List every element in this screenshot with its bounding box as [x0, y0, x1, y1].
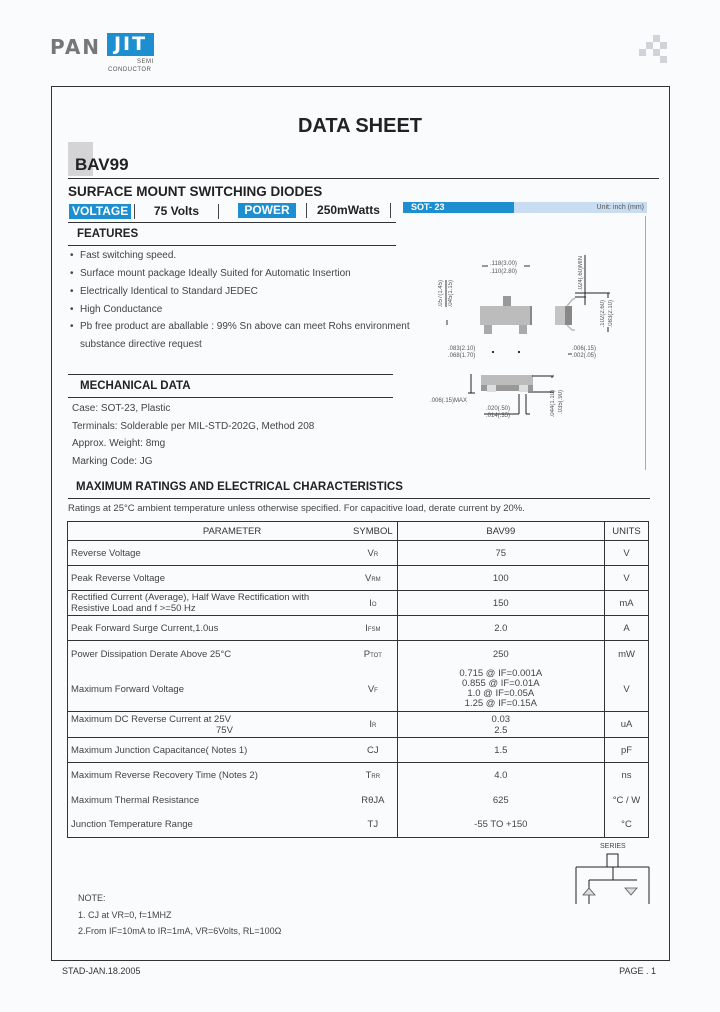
mechanical-heading: MECHANICAL DATA — [80, 380, 191, 392]
package-outline-icon — [420, 250, 640, 440]
table-row: Peak Forward Surge Current,1.0us IFSM 2.0 A — [68, 616, 649, 641]
product-subtitle: SURFACE MOUNT SWITCHING DIODES — [68, 184, 323, 199]
note-item: 1. CJ at VR=0, f=1MHZ — [78, 910, 172, 920]
divider — [68, 498, 650, 499]
table-row: Maximum Thermal Resistance RθJA 625 °C / W — [68, 788, 649, 813]
divider — [68, 222, 396, 223]
voltage-value: 75 Volts — [134, 204, 219, 219]
notes-heading: NOTE: — [78, 893, 106, 903]
dim-label: .006(.15)MAX — [430, 398, 468, 404]
dim-label: .045(1.15) — [448, 280, 454, 308]
power-label: POWER — [238, 203, 296, 218]
table-row: Maximum Reverse Recovery Time (Notes 2) TRR 4.0 ns — [68, 763, 649, 788]
ratings-note: Ratings at 25°C ambient temperature unless otherwise specified. For capacitive load, derate current by 20%. — [68, 503, 525, 514]
table-header-row — [68, 522, 649, 541]
dim-label: .014(.35) — [486, 413, 511, 419]
page-title: DATA SHEET — [297, 115, 423, 137]
divider — [68, 178, 659, 179]
dim-label: .002(.05) — [572, 353, 597, 359]
ratings-heading: MAXIMUM RATINGS AND ELECTRICAL CHARACTERISTICS — [76, 481, 403, 493]
package-divider — [645, 216, 646, 470]
dim-label: .044(1.10) — [550, 390, 556, 418]
sot23-package-drawing — [420, 250, 640, 440]
voltage-label: VOLTAGE — [69, 204, 131, 219]
table-row: Peak Reverse Voltage VRM 100 V — [68, 566, 649, 591]
series-circuit-diagram — [570, 838, 670, 908]
checker-squares-icon — [639, 35, 674, 70]
feature-item: • Surface mount package Ideally Suited for Automatic Insertion — [70, 268, 351, 279]
feature-item-continuation: substance directive request — [80, 339, 202, 350]
divider — [68, 374, 393, 375]
table-row: Maximum Forward Voltage VF 0.715 @ IF=0.001A 0.855 @ IF=0.01A 1.0 @ IF=0.05A 1.25 @ IF=0.15A V — [68, 668, 649, 712]
diode-pair-icon — [570, 838, 670, 908]
dim-label: .118(3.00) — [490, 261, 517, 267]
footer-page: PAGE . 1 — [619, 966, 656, 976]
table-row: Maximum Junction Capacitance( Notes 1) CJ 1.5 pF — [68, 738, 649, 763]
part-number: BAV99 — [75, 155, 129, 174]
dim-label: .102(2.60) — [600, 300, 606, 328]
col-value: BAV99 — [397, 522, 604, 541]
dim-label: .035(.90) — [558, 390, 564, 415]
divider — [68, 397, 393, 398]
col-symbol: SYMBOL — [349, 522, 397, 541]
logo-brand-right: JIT — [107, 33, 154, 56]
mechanical-item: Terminals: Solderable per MIL-STD-202G, Method 208 — [72, 421, 315, 432]
col-units: UNITS — [605, 522, 649, 541]
feature-item: • Fast switching speed. — [70, 250, 177, 261]
dim-label: .068(1.70) — [448, 353, 476, 359]
feature-item: • Pb free product are aballable : 99% Sn above can meet Rohs environment — [70, 321, 410, 332]
dim-label: .057(1.45) — [438, 280, 444, 308]
mechanical-item: Approx. Weight: 8mg — [72, 438, 166, 449]
mechanical-item: Marking Code: JG — [72, 456, 153, 467]
note-item: 2.From IF=10mA to IR=1mA, VR=6Volts, RL=100Ω — [78, 926, 282, 936]
dim-label: .020(.50) — [486, 406, 511, 412]
series-label: SERIES — [600, 843, 626, 850]
footer-date: STAD-JAN.18.2005 — [62, 966, 141, 976]
dim-label: .006(.15) — [572, 346, 597, 352]
logo-brand-left: PAN — [50, 35, 102, 59]
dim-label: .110(2.80) — [490, 269, 517, 275]
table-row: Power Dissipation Derate Above 25°C PTOT 250 mW — [68, 641, 649, 668]
table-row: Maximum DC Reverse Current at 25V 75V IR 0.03 2.5 uA — [68, 712, 649, 738]
divider — [68, 245, 396, 246]
logo-line1: SEMI — [137, 59, 154, 65]
table-row: Rectified Current (Average), Half Wave Rectification with Resistive Load and f >=50 Hz IO 150 mA — [68, 591, 649, 616]
dim-label: .024(.60)MIN — [578, 256, 584, 292]
col-parameter: PARAMETER — [68, 522, 350, 541]
package-units: Unit: inch (mm) — [514, 202, 647, 213]
dim-label: .083(2.10) — [608, 300, 614, 328]
logo-line2: CONDUCTOR — [108, 67, 152, 73]
table-row: Junction Temperature Range TJ -55 TO +150 °C — [68, 813, 649, 838]
dim-label: .083(2.10) — [448, 346, 476, 352]
feature-item: • High Conductance — [70, 304, 163, 315]
features-heading: FEATURES — [77, 228, 139, 240]
power-value: 250mWatts — [306, 203, 391, 218]
mechanical-item: Case: SOT-23, Plastic — [72, 403, 171, 414]
package-name-bar: SOT- 23 — [403, 202, 514, 213]
ratings-table — [67, 521, 649, 838]
feature-item: • Electrically Identical to Standard JEDEC — [70, 286, 258, 297]
table-row: Reverse Voltage VR 75 V — [68, 541, 649, 566]
